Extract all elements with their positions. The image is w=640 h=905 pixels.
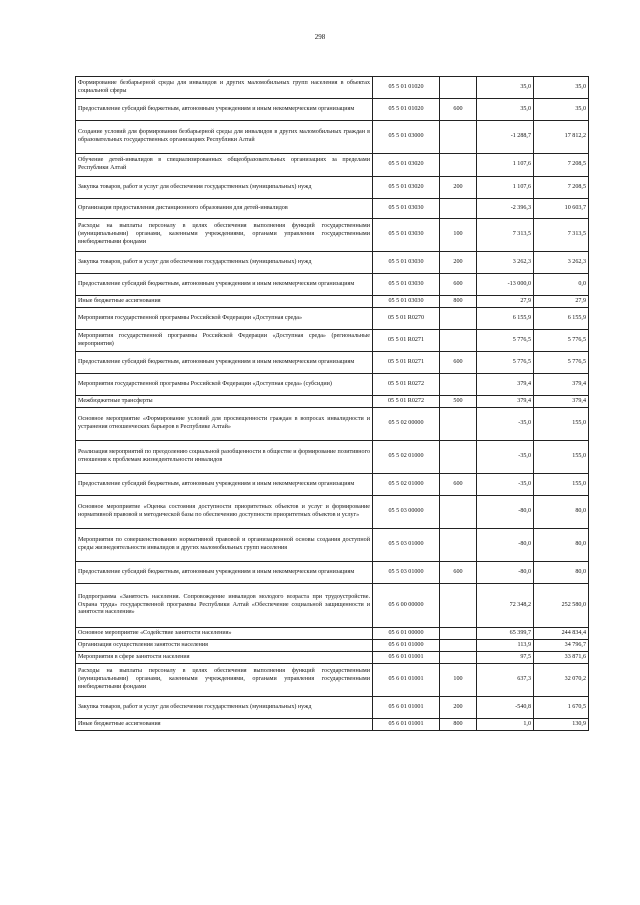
expense-name-cell: Мероприятия государственной программы Российской Федерации «Доступная среда»	[76, 308, 373, 330]
expense-name-cell: Обучение детей-инвалидов в специализированных общеобразовательных организациях за пределами Республики Алтай	[76, 154, 373, 177]
expense-type-code-cell: 500	[440, 396, 477, 408]
expense-type-code-cell: 800	[440, 296, 477, 308]
amount-total-cell: 35,0	[534, 99, 589, 121]
expense-name-cell: Мероприятия государственной программы Российской Федерации «Доступная среда» (региональные мероприятия)	[76, 330, 373, 352]
amount-change-cell: 379,4	[477, 396, 534, 408]
expense-type-code-cell: 600	[440, 352, 477, 374]
table-row	[76, 719, 589, 731]
target-article-code-cell: 05 5 01 R0272	[373, 374, 440, 396]
expense-name-cell: Предоставление субсидий бюджетным, автономным учреждениям и иным некоммерческим организациям	[76, 99, 373, 121]
amount-change-cell: 5 776,5	[477, 352, 534, 374]
table-row	[76, 562, 589, 584]
amount-total-cell: 27,9	[534, 296, 589, 308]
amount-total-cell: 7 208,5	[534, 177, 589, 199]
budget-table	[75, 76, 589, 731]
target-article-code-cell: 05 5 01 03020	[373, 154, 440, 177]
target-article-code-cell: 05 5 03 01000	[373, 529, 440, 562]
amount-total-cell: 6 155,9	[534, 308, 589, 330]
amount-total-cell: 80,0	[534, 562, 589, 584]
amount-change-cell: 1,0	[477, 719, 534, 731]
table-row	[76, 99, 589, 121]
amount-change-cell: 637,3	[477, 664, 534, 697]
table-row	[76, 308, 589, 330]
amount-total-cell: 155,0	[534, 441, 589, 474]
table-row	[76, 219, 589, 252]
amount-change-cell: 379,4	[477, 374, 534, 396]
table-row	[76, 584, 589, 628]
amount-change-cell: -35,0	[477, 441, 534, 474]
table-row	[76, 352, 589, 374]
amount-total-cell: 244 834,4	[534, 628, 589, 640]
amount-total-cell: 3 262,3	[534, 252, 589, 274]
expense-name-cell: Основное мероприятие «Формирование условий для просвещенности граждан в вопросах инвалидности и устранения отношенческих барьеров в Республике Алтай»	[76, 408, 373, 441]
expense-name-cell: Предоставление субсидий бюджетным, автономным учреждениям и иным некоммерческим организациям	[76, 352, 373, 374]
amount-total-cell: 155,0	[534, 408, 589, 441]
amount-total-cell: 0,0	[534, 274, 589, 296]
expense-type-code-cell	[440, 584, 477, 628]
expense-type-code-cell	[440, 529, 477, 562]
amount-change-cell: 65 399,7	[477, 628, 534, 640]
table-row	[76, 441, 589, 474]
expense-type-code-cell	[440, 628, 477, 640]
target-article-code-cell: 05 5 01 03030	[373, 274, 440, 296]
table-row	[76, 664, 589, 697]
target-article-code-cell: 05 6 01 01001	[373, 719, 440, 731]
expense-type-code-cell: 600	[440, 474, 477, 496]
table-row	[76, 529, 589, 562]
expense-type-code-cell	[440, 408, 477, 441]
amount-change-cell: -80,0	[477, 562, 534, 584]
expense-name-cell: Предоставление субсидий бюджетным, автономным учреждениям и иным некоммерческим организациям	[76, 274, 373, 296]
table-row	[76, 274, 589, 296]
amount-change-cell: 7 313,5	[477, 219, 534, 252]
target-article-code-cell: 05 5 01 03030	[373, 219, 440, 252]
expense-name-cell: Формирование безбарьерной среды для инвалидов и других маломобильных групп населения в объектах социальной сферы	[76, 77, 373, 99]
expense-type-code-cell: 100	[440, 664, 477, 697]
expense-name-cell: Реализация мероприятий по преодолению социальной разобщенности в обществе и формирование позитивного отношения к проблемам жизнедеятельности инвалидов	[76, 441, 373, 474]
expense-name-cell: Основное мероприятие «Оценка состояния доступности приоритетных объектов и услуг и формирование нормативной правовой и методической базы по обеспечению доступности приоритетных объектов и услуг»	[76, 496, 373, 529]
expense-name-cell: Организация предоставления дистанционного образования для детей-инвалидов	[76, 199, 373, 219]
expense-name-cell: Подпрограмма «Занятость населения. Сопровождение инвалидов молодого возраста при трудоустройстве. Охрана труда» государственной программы Республики Алтай «Обеспечение социальной защищенности и занятости населения»	[76, 584, 373, 628]
target-article-code-cell: 05 5 03 00000	[373, 496, 440, 529]
target-article-code-cell: 05 6 01 01001	[373, 664, 440, 697]
table-row	[76, 396, 589, 408]
amount-change-cell: 72 348,2	[477, 584, 534, 628]
table-row	[76, 374, 589, 396]
amount-total-cell: 7 208,5	[534, 154, 589, 177]
expense-type-code-cell: 600	[440, 562, 477, 584]
target-article-code-cell: 05 5 03 01000	[373, 562, 440, 584]
amount-total-cell: 80,0	[534, 496, 589, 529]
amount-change-cell: -35,0	[477, 474, 534, 496]
amount-change-cell: 3 262,3	[477, 252, 534, 274]
expense-name-cell: Закупка товаров, работ и услуг для обеспечения государственных (муниципальных) нужд	[76, 252, 373, 274]
expense-name-cell: Организация осуществления занятости населения	[76, 640, 373, 652]
amount-change-cell: -540,8	[477, 697, 534, 719]
amount-total-cell: 35,0	[534, 77, 589, 99]
table-row	[76, 408, 589, 441]
expense-type-code-cell	[440, 374, 477, 396]
expense-type-code-cell	[440, 640, 477, 652]
expense-name-cell: Мероприятия государственной программы Российской Федерации «Доступная среда» (субсидии)	[76, 374, 373, 396]
table-row	[76, 77, 589, 99]
target-article-code-cell: 05 5 01 01020	[373, 99, 440, 121]
target-article-code-cell: 05 6 01 01001	[373, 697, 440, 719]
amount-change-cell: 5 776,5	[477, 330, 534, 352]
expense-name-cell: Мероприятия по совершенствованию нормативной правовой и организационной основы создания доступной среды жизнедеятельности инвалидов и других маломобильных групп населения	[76, 529, 373, 562]
amount-total-cell: 34 796,7	[534, 640, 589, 652]
amount-change-cell: -13 000,0	[477, 274, 534, 296]
expense-name-cell: Создание условий для формирования безбарьерной среды для инвалидов в других маломобильных граждан в образовательных государственных организациях Республики Алтай	[76, 121, 373, 154]
expense-name-cell: Основное мероприятие «Содействие занятости населения»	[76, 628, 373, 640]
amount-change-cell: -2 396,3	[477, 199, 534, 219]
target-article-code-cell: 05 6 01 01000	[373, 640, 440, 652]
amount-total-cell: 5 776,5	[534, 352, 589, 374]
expense-type-code-cell	[440, 652, 477, 664]
target-article-code-cell: 05 5 01 01020	[373, 77, 440, 99]
expense-name-cell: Предоставление субсидий бюджетным, автономным учреждениям и иным некоммерческим организациям	[76, 562, 373, 584]
budget-table-body	[76, 77, 589, 731]
expense-type-code-cell: 200	[440, 252, 477, 274]
amount-total-cell: 379,4	[534, 396, 589, 408]
expense-name-cell: Мероприятия в сфере занятости населения	[76, 652, 373, 664]
amount-change-cell: 1 107,6	[477, 177, 534, 199]
table-row	[76, 628, 589, 640]
amount-total-cell: 379,4	[534, 374, 589, 396]
table-row	[76, 296, 589, 308]
table-row	[76, 652, 589, 664]
expense-type-code-cell: 800	[440, 719, 477, 731]
expense-type-code-cell	[440, 199, 477, 219]
amount-total-cell: 10 603,7	[534, 199, 589, 219]
expense-type-code-cell	[440, 121, 477, 154]
expense-type-code-cell: 600	[440, 99, 477, 121]
expense-name-cell: Иные бюджетные ассигнования	[76, 296, 373, 308]
expense-name-cell: Закупка товаров, работ и услуг для обеспечения государственных (муниципальных) нужд	[76, 177, 373, 199]
table-row	[76, 496, 589, 529]
target-article-code-cell: 05 6 00 00000	[373, 584, 440, 628]
amount-total-cell: 5 776,5	[534, 330, 589, 352]
expense-type-code-cell	[440, 330, 477, 352]
expense-type-code-cell: 600	[440, 274, 477, 296]
amount-total-cell: 155,0	[534, 474, 589, 496]
target-article-code-cell: 05 5 01 R0272	[373, 396, 440, 408]
expense-type-code-cell: 200	[440, 177, 477, 199]
amount-total-cell: 32 070,2	[534, 664, 589, 697]
table-row	[76, 640, 589, 652]
amount-total-cell: 80,0	[534, 529, 589, 562]
target-article-code-cell: 05 5 02 00000	[373, 408, 440, 441]
table-row	[76, 177, 589, 199]
table-row	[76, 199, 589, 219]
amount-change-cell: 35,0	[477, 77, 534, 99]
amount-total-cell: 7 313,5	[534, 219, 589, 252]
target-article-code-cell: 05 5 01 R0270	[373, 308, 440, 330]
amount-total-cell: 33 871,6	[534, 652, 589, 664]
expense-name-cell: Закупка товаров, работ и услуг для обеспечения государственных (муниципальных) нужд	[76, 697, 373, 719]
table-row	[76, 121, 589, 154]
amount-change-cell: -35,0	[477, 408, 534, 441]
target-article-code-cell: 05 5 01 03000	[373, 121, 440, 154]
amount-change-cell: -80,0	[477, 529, 534, 562]
expense-name-cell: Расходы на выплаты персоналу в целях обеспечения выполнения функций государственными (муниципальными) органами, казенными учреждениями, органами управления государственными внебюджетными фондами	[76, 664, 373, 697]
target-article-code-cell: 05 5 01 03030	[373, 296, 440, 308]
table-row	[76, 474, 589, 496]
table-row	[76, 697, 589, 719]
amount-total-cell: 17 812,2	[534, 121, 589, 154]
expense-name-cell: Предоставление субсидий бюджетным, автономным учреждениям и иным некоммерческим организациям	[76, 474, 373, 496]
expense-type-code-cell: 200	[440, 697, 477, 719]
expense-type-code-cell	[440, 154, 477, 177]
amount-change-cell: 97,5	[477, 652, 534, 664]
target-article-code-cell: 05 5 01 R0271	[373, 352, 440, 374]
amount-total-cell: 130,9	[534, 719, 589, 731]
expense-type-code-cell: 100	[440, 219, 477, 252]
amount-total-cell: 252 580,0	[534, 584, 589, 628]
target-article-code-cell: 05 6 01 00000	[373, 628, 440, 640]
amount-change-cell: 27,9	[477, 296, 534, 308]
amount-total-cell: 1 670,5	[534, 697, 589, 719]
expense-type-code-cell	[440, 77, 477, 99]
table-row	[76, 330, 589, 352]
amount-change-cell: -80,0	[477, 496, 534, 529]
target-article-code-cell: 05 5 02 01000	[373, 474, 440, 496]
table-row	[76, 252, 589, 274]
expense-type-code-cell	[440, 308, 477, 330]
expense-name-cell: Межбюджетные трансферты	[76, 396, 373, 408]
amount-change-cell: 35,0	[477, 99, 534, 121]
amount-change-cell: 6 155,9	[477, 308, 534, 330]
amount-change-cell: -1 288,7	[477, 121, 534, 154]
expense-name-cell: Иные бюджетные ассигнования	[76, 719, 373, 731]
target-article-code-cell: 05 5 01 03020	[373, 177, 440, 199]
expense-type-code-cell	[440, 441, 477, 474]
target-article-code-cell: 05 6 01 01001	[373, 652, 440, 664]
target-article-code-cell: 05 5 01 03030	[373, 252, 440, 274]
target-article-code-cell: 05 5 02 01000	[373, 441, 440, 474]
page-number: 298	[314, 33, 326, 41]
target-article-code-cell: 05 5 01 R0271	[373, 330, 440, 352]
expense-type-code-cell	[440, 496, 477, 529]
amount-change-cell: 1 107,6	[477, 154, 534, 177]
target-article-code-cell: 05 5 01 03030	[373, 199, 440, 219]
amount-change-cell: 113,9	[477, 640, 534, 652]
table-row	[76, 154, 589, 177]
expense-name-cell: Расходы на выплаты персоналу в целях обеспечения выполнения функций государственными (муниципальными) органами, казенными учреждениями, органами управления государственными внебюджетными фондами	[76, 219, 373, 252]
